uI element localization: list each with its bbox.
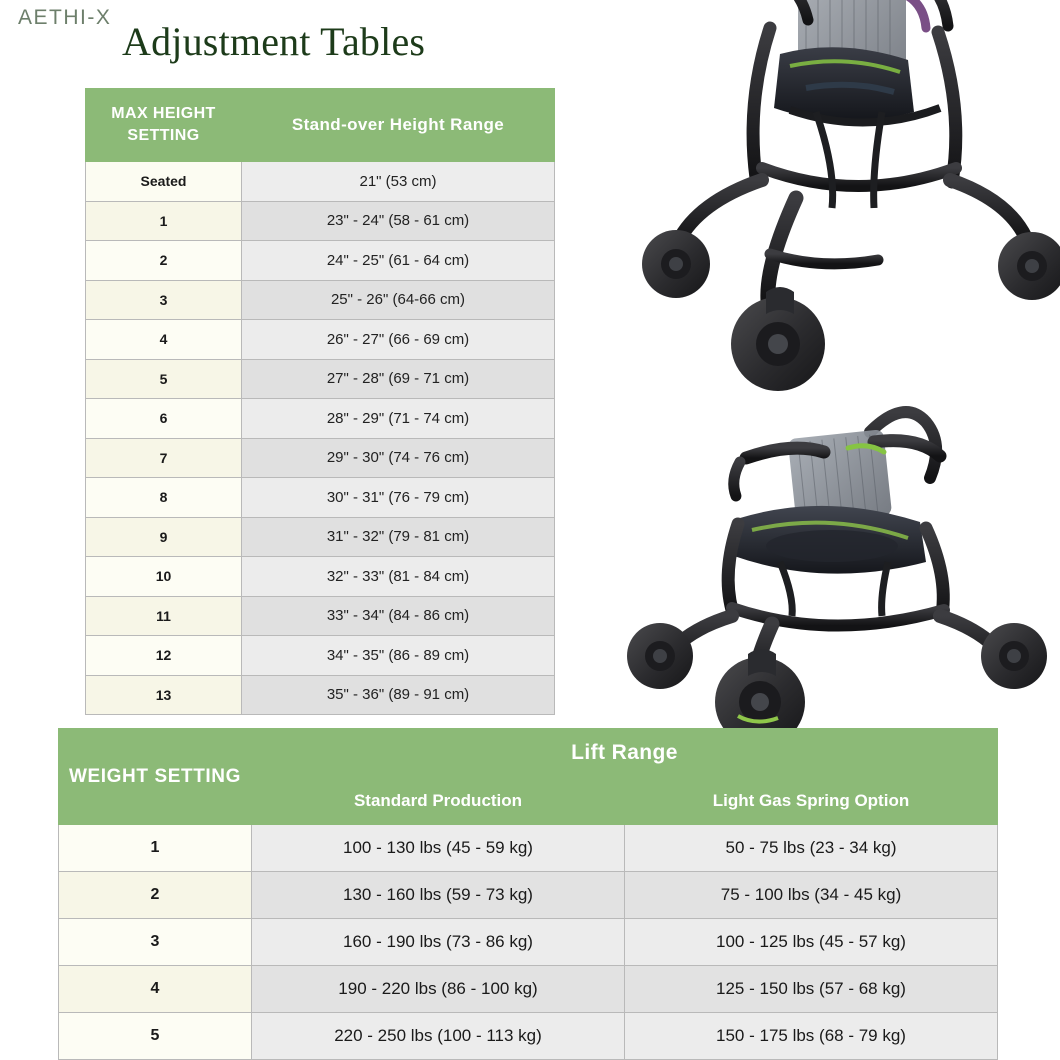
weight-table-container	[58, 728, 998, 1060]
table-header-row-top	[59, 729, 998, 778]
cell-standover-range: 29" - 30" (74 - 76 cm)	[242, 438, 555, 478]
cell-standover-range: 35" - 36" (89 - 91 cm)	[242, 675, 555, 715]
cell-standard-production: 190 - 220 lbs (86 - 100 kg)	[252, 966, 625, 1013]
cell-standard-production: 220 - 250 lbs (100 - 113 kg)	[252, 1013, 625, 1060]
cell-light-gas-spring: 125 - 150 lbs (57 - 68 kg)	[625, 966, 998, 1013]
cell-max-height-setting: 2	[86, 241, 242, 281]
table-header-row	[86, 89, 555, 162]
cell-max-height-setting: Seated	[86, 162, 242, 202]
table-row	[86, 201, 555, 241]
max-height-table-head	[86, 89, 555, 162]
cell-standover-range: 23" - 24" (58 - 61 cm)	[242, 201, 555, 241]
column-header-max-height-setting: MAX HEIGHT SETTING	[86, 89, 242, 162]
table-row	[59, 966, 998, 1013]
cell-standard-production: 160 - 190 lbs (73 - 86 kg)	[252, 919, 625, 966]
page-title: Adjustment Tables	[122, 19, 426, 64]
table-row	[86, 359, 555, 399]
table-row	[86, 557, 555, 597]
column-header-weight-setting: WEIGHT SETTING	[59, 729, 252, 825]
max-height-table-body	[86, 162, 555, 715]
table-row	[86, 478, 555, 518]
wheelchair-illustration-bottom	[620, 378, 1060, 728]
cell-weight-setting: 1	[59, 825, 252, 872]
cell-max-height-setting: 5	[86, 359, 242, 399]
cell-max-height-setting: 8	[86, 478, 242, 518]
table-row	[86, 399, 555, 439]
table-row	[86, 517, 555, 557]
cell-standard-production: 100 - 130 lbs (45 - 59 kg)	[252, 825, 625, 872]
cell-light-gas-spring: 75 - 100 lbs (34 - 45 kg)	[625, 872, 998, 919]
cell-max-height-setting: 13	[86, 675, 242, 715]
max-height-table-container	[85, 88, 555, 715]
standing-wheelchair-front-photo	[620, 0, 1060, 392]
column-header-light-gas-spring: Light Gas Spring Option	[625, 778, 998, 825]
cell-max-height-setting: 7	[86, 438, 242, 478]
cell-weight-setting: 4	[59, 966, 252, 1013]
cell-standover-range: 21" (53 cm)	[242, 162, 555, 202]
cell-standover-range: 27" - 28" (69 - 71 cm)	[242, 359, 555, 399]
cell-max-height-setting: 6	[86, 399, 242, 439]
cell-standover-range: 32" - 33" (81 - 84 cm)	[242, 557, 555, 597]
table-row	[86, 241, 555, 281]
cell-max-height-setting: 3	[86, 280, 242, 320]
cell-standover-range: 33" - 34" (84 - 86 cm)	[242, 596, 555, 636]
cell-max-height-setting: 4	[86, 320, 242, 360]
cell-standover-range: 28" - 29" (71 - 74 cm)	[242, 399, 555, 439]
table-row	[86, 320, 555, 360]
table-row	[86, 438, 555, 478]
cell-standover-range: 24" - 25" (61 - 64 cm)	[242, 241, 555, 281]
table-row	[59, 919, 998, 966]
cell-standover-range: 25" - 26" (64-66 cm)	[242, 280, 555, 320]
max-height-table	[85, 88, 555, 715]
weight-table-body	[59, 825, 998, 1060]
column-header-lift-range: Lift Range	[252, 729, 998, 778]
weight-table	[58, 728, 998, 1060]
table-row	[59, 825, 998, 872]
cell-max-height-setting: 1	[86, 201, 242, 241]
cell-max-height-setting: 12	[86, 636, 242, 676]
weight-table-head	[59, 729, 998, 825]
cell-standover-range: 34" - 35" (86 - 89 cm)	[242, 636, 555, 676]
column-header-standover-range: Stand-over Height Range	[242, 89, 555, 162]
table-row	[86, 675, 555, 715]
cell-light-gas-spring: 100 - 125 lbs (45 - 57 kg)	[625, 919, 998, 966]
cell-max-height-setting: 10	[86, 557, 242, 597]
standing-wheelchair-seated-photo	[620, 378, 1060, 728]
table-row	[59, 1013, 998, 1060]
cell-light-gas-spring: 150 - 175 lbs (68 - 79 kg)	[625, 1013, 998, 1060]
cell-weight-setting: 3	[59, 919, 252, 966]
table-row	[86, 596, 555, 636]
table-row	[59, 872, 998, 919]
table-row	[86, 636, 555, 676]
cell-standover-range: 30" - 31" (76 - 79 cm)	[242, 478, 555, 518]
table-row	[86, 162, 555, 202]
cell-standover-range: 31" - 32" (79 - 81 cm)	[242, 517, 555, 557]
cell-weight-setting: 2	[59, 872, 252, 919]
table-row	[86, 280, 555, 320]
cell-light-gas-spring: 50 - 75 lbs (23 - 34 kg)	[625, 825, 998, 872]
cell-max-height-setting: 11	[86, 596, 242, 636]
wheelchair-illustration-top	[620, 0, 1060, 392]
cell-weight-setting: 5	[59, 1013, 252, 1060]
cell-standard-production: 130 - 160 lbs (59 - 73 kg)	[252, 872, 625, 919]
brand-logo: AETHI-X	[18, 6, 112, 29]
cell-standover-range: 26" - 27" (66 - 69 cm)	[242, 320, 555, 360]
column-header-standard-production: Standard Production	[252, 778, 625, 825]
cell-max-height-setting: 9	[86, 517, 242, 557]
